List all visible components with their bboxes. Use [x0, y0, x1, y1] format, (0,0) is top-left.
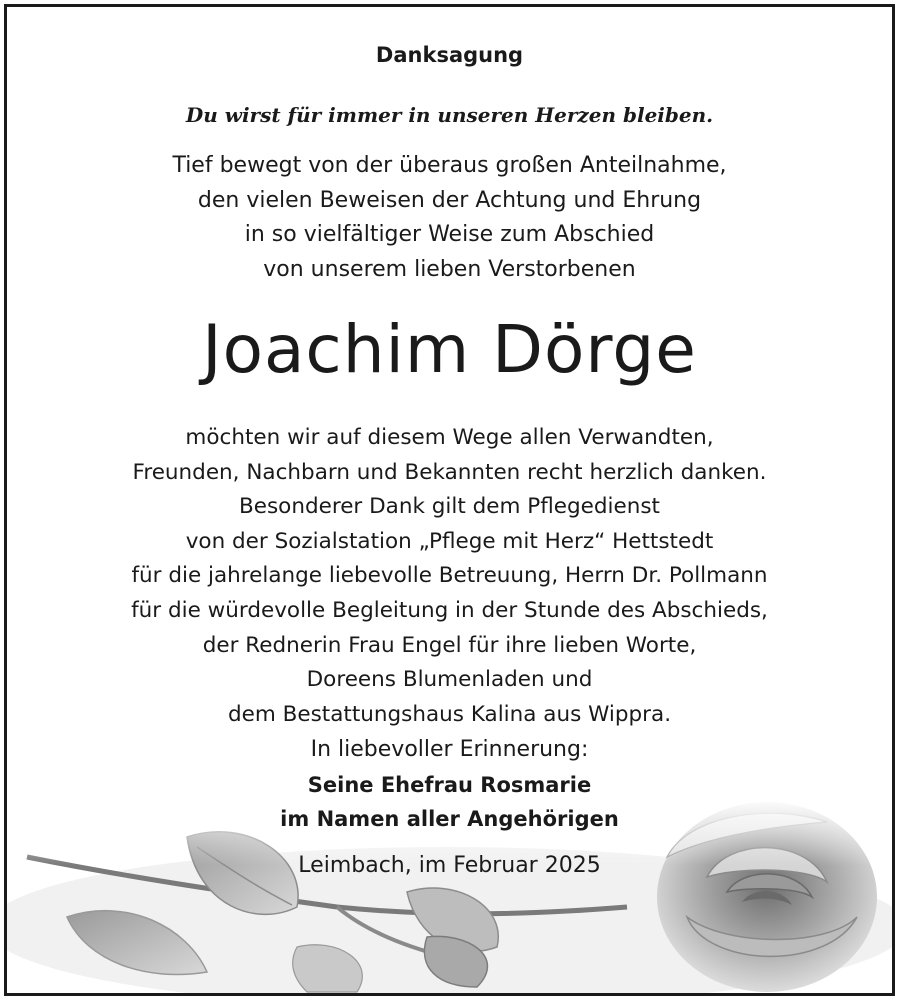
thanks-line: der Rednerin Frau Engel für ihre lieben Worte,: [202, 632, 697, 658]
intro-line: Tief bewegt von der überaus großen Anteilnahme,: [172, 153, 727, 178]
signer-line: Seine Ehefrau Rosmarie: [307, 772, 592, 797]
thanks-line: Doreens Blumenladen und: [306, 667, 593, 693]
intro-line: in so vielfältiger Weise zum Abschied: [244, 222, 655, 247]
thanks-paragraph: [7, 421, 892, 732]
memory-line: In liebevoller Erinnerung:: [310, 737, 589, 762]
thanks-line: dem Bestattungshaus Kalina aus Wippra.: [227, 701, 672, 727]
closing-paragraph: [7, 733, 892, 837]
notice-heading: Danksagung: [375, 43, 524, 67]
intro-line: von unserem lieben Verstorbenen: [263, 256, 636, 282]
deceased-name: Joachim Dörge: [202, 311, 697, 388]
notice-frame: [4, 4, 895, 996]
thanks-line: Besonderer Dank gilt dem Pflegedienst: [239, 494, 660, 520]
thanks-line: Freunden, Nachbarn und Bekannten recht herzlich danken.: [132, 459, 767, 485]
notice-motto: Du wirst für immer in unseren Herzen bleiben.: [185, 103, 714, 127]
thanks-line: für die würdevolle Begleitung in der Stunde des Abschieds,: [131, 597, 768, 623]
intro-line: den vielen Beweisen der Achtung und Ehrung: [197, 187, 702, 213]
intro-paragraph: [7, 149, 892, 287]
thanks-line: von der Sozialstation „Pflege mit Herz“ Hettstedt: [185, 528, 714, 554]
on-behalf-line: im Namen aller Angehörigen: [280, 807, 619, 831]
place-date: Leimbach, im Februar 2025: [298, 853, 601, 878]
thanks-line: möchten wir auf diesem Wege allen Verwandten,: [185, 425, 714, 450]
thanks-line: für die jahrelange liebevolle Betreuung, Herrn Dr. Pollmann: [131, 563, 768, 589]
